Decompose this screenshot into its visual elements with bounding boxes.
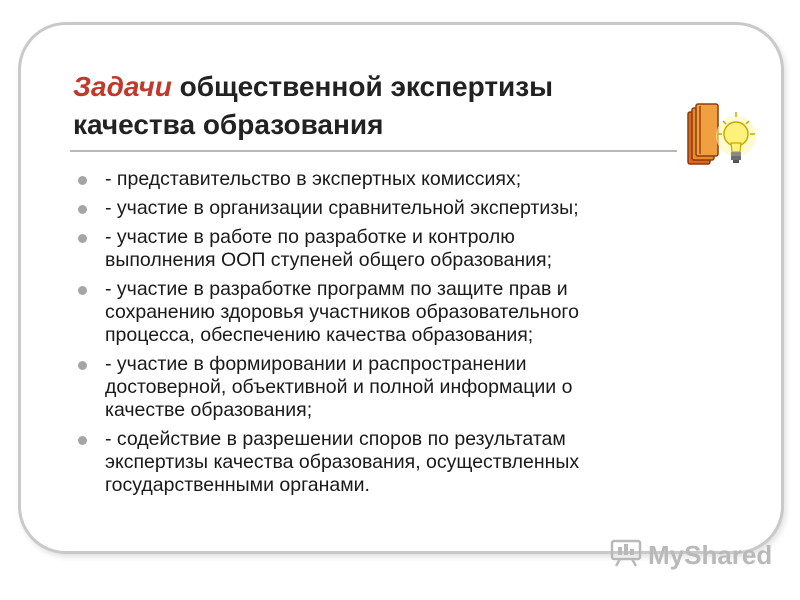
list-item — [78, 428, 718, 497]
list-item-line: - участие в формировании и распространении — [105, 353, 527, 375]
list-item-line: качестве образования; — [105, 399, 313, 421]
bullet-icon — [78, 286, 87, 295]
list-item-line: экспертизы качества образования, осуществленных — [105, 451, 580, 473]
myshared-logo-icon — [610, 537, 648, 574]
title-line2: качества образования — [73, 109, 384, 140]
list-item-line: достоверной, объективной и полной информации о — [105, 376, 573, 398]
list-item — [78, 353, 718, 422]
bullet-icon — [78, 234, 87, 243]
watermark — [610, 537, 772, 573]
list-item — [78, 197, 718, 220]
title-accent: Задачи — [73, 71, 172, 102]
bullet-icon — [78, 361, 87, 370]
title-underline — [70, 150, 677, 152]
bullet-icon — [78, 205, 87, 214]
watermark-text: MyShared — [648, 539, 773, 570]
list-item — [78, 226, 718, 272]
list-item — [78, 168, 718, 191]
task-list — [78, 168, 718, 503]
list-item — [78, 278, 718, 347]
list-item-line: - участие в работе по разработке и контролю — [105, 226, 515, 248]
list-item-line: процесса, обеспечению качества образования; — [105, 324, 534, 346]
slide-title — [73, 68, 713, 144]
list-item-line: сохранению здоровья участников образовательного — [105, 301, 579, 323]
list-item-line: - содействие в разрешении споров по результатам — [105, 428, 566, 450]
list-item-line: - участие в организации сравнительной экспертизы; — [105, 197, 579, 219]
bullet-icon — [78, 436, 87, 445]
list-item-line: выполнения ООП ступеней общего образования; — [105, 249, 553, 271]
list-item-line: - представительство в экспертных комиссиях; — [105, 168, 522, 190]
title-rest-line1: общественной экспертизы — [171, 71, 554, 102]
list-item-line: государственными органами. — [105, 474, 370, 496]
bullet-icon — [78, 176, 87, 185]
list-item-line: - участие в разработке программ по защите прав и — [105, 278, 568, 300]
